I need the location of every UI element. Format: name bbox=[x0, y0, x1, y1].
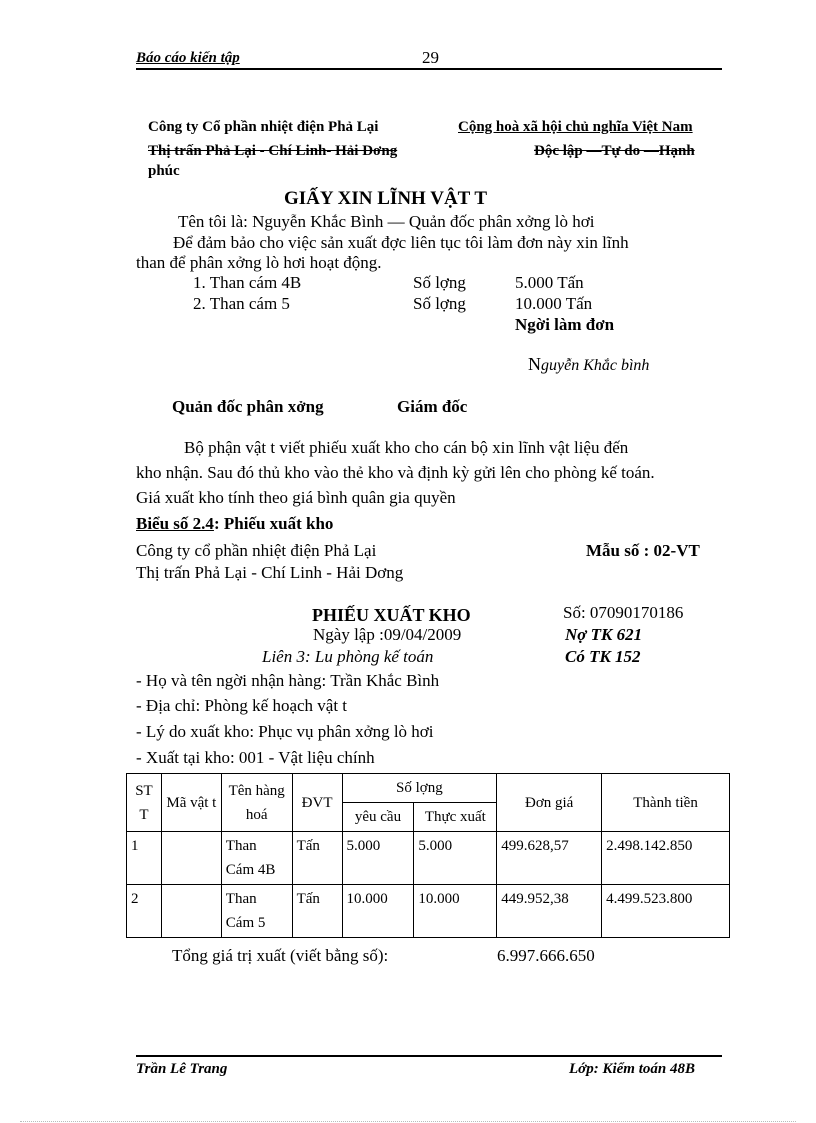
republic-line1: Cộng hoà xã hội chủ nghĩa Việt Nam bbox=[458, 119, 693, 135]
letter-item-2-label: Số lợng bbox=[413, 294, 466, 313]
footer-rule bbox=[136, 1055, 722, 1057]
row-qty-actual: 5.000 bbox=[414, 832, 497, 885]
body-line3: Giá xuất kho tính theo giá bình quân gia quyền bbox=[136, 488, 456, 507]
applicant-label: Ngời làm đơn bbox=[515, 315, 615, 334]
row-code bbox=[161, 885, 221, 938]
row-name: Than Cám 4B bbox=[221, 832, 292, 885]
applicant-signature bbox=[528, 354, 649, 375]
header-qty-actual: Thực xuất bbox=[414, 803, 497, 832]
form-heading-rest: : Phiếu xuất kho bbox=[213, 514, 334, 533]
row-qty-req: 10.000 bbox=[342, 885, 414, 938]
header-stt: ST T bbox=[127, 774, 162, 832]
table-header-row bbox=[127, 774, 730, 803]
row-name: Than Cám 5 bbox=[221, 885, 292, 938]
voucher-credit: Có TK 152 bbox=[565, 647, 641, 666]
letter-item-1-name: 1. Than cám 4B bbox=[193, 273, 302, 292]
voucher-warehouse: - Xuất tại kho: 001 - Vật liệu chính bbox=[136, 748, 375, 767]
letter-company-line2: Thị trấn Phả Lại - Chí Linh- Hải Dơng bbox=[148, 143, 398, 159]
table-row bbox=[127, 832, 730, 885]
voucher-copy: Liên 3: Lu phòng kế toán bbox=[262, 647, 434, 666]
row-stt: 2 bbox=[127, 885, 162, 938]
form-heading bbox=[136, 514, 333, 534]
voucher-company-line2: Thị trấn Phả Lại - Chí Linh - Hải Dơng bbox=[136, 563, 404, 582]
body-line2: kho nhận. Sau đó thủ kho vào thẻ kho và định kỳ gửi lên cho phòng kế toán. bbox=[136, 463, 655, 482]
row-price: 499.628,57 bbox=[497, 832, 602, 885]
voucher-debit: Nợ TK 621 bbox=[565, 625, 643, 644]
row-qty-actual: 10.000 bbox=[414, 885, 497, 938]
header-rule bbox=[136, 68, 722, 70]
republic-line2: Độc lập —Tự do —Hạnh bbox=[534, 143, 695, 159]
signature-initial: N bbox=[528, 354, 541, 374]
voucher-receiver: - Họ và tên ngời nhận hàng: Trần Khắc Bình bbox=[136, 671, 440, 690]
letter-item-2-name: 2. Than cám 5 bbox=[193, 294, 290, 313]
signature-rest: guyễn Khắc bình bbox=[541, 357, 650, 374]
header-amount: Thành tiền bbox=[602, 774, 730, 832]
letter-item-2-qty: 10.000 Tấn bbox=[515, 294, 593, 313]
sign-director: Giám đốc bbox=[397, 397, 468, 416]
page-edge bbox=[20, 1121, 796, 1122]
voucher-reason: - Lý do xuất kho: Phục vụ phân xởng lò hơi bbox=[136, 722, 434, 741]
voucher-date: Ngày lập :09/04/2009 bbox=[313, 625, 462, 644]
header-code: Mã vật t bbox=[161, 774, 221, 832]
row-price: 449.952,38 bbox=[497, 885, 602, 938]
footer-class: Lớp: Kiểm toán 48B bbox=[569, 1061, 695, 1077]
total-value: 6.997.666.650 bbox=[497, 946, 595, 965]
letter-company-line1: Công ty Cổ phần nhiệt điện Phả Lại bbox=[148, 119, 379, 135]
issue-table bbox=[126, 773, 730, 938]
letter-intro: Tên tôi là: Nguyễn Khắc Bình — Quản đốc phân xởng lò hơi bbox=[178, 212, 595, 231]
row-amount: 4.499.523.800 bbox=[602, 885, 730, 938]
voucher-form-code: Mẫu số : 02-VT bbox=[586, 541, 700, 560]
voucher-address: - Địa chỉ: Phòng kế hoạch vật t bbox=[136, 696, 348, 715]
total-label: Tổng giá trị xuất (viết bằng số): bbox=[172, 946, 389, 965]
letter-purpose-line1: Để đảm bảo cho việc sản xuất đợc liên tục tôi làm đơn này xin lĩnh bbox=[173, 233, 629, 252]
header-title: Báo cáo kiến tập bbox=[136, 50, 240, 66]
row-stt: 1 bbox=[127, 832, 162, 885]
sign-manager: Quản đốc phân xởng bbox=[172, 397, 324, 416]
letter-title: GIẤY XIN LĨNH VẬT T bbox=[284, 188, 488, 209]
letter-purpose-line2: than để phân xởng lò hơi hoạt động. bbox=[136, 253, 382, 272]
row-code bbox=[161, 832, 221, 885]
table-row bbox=[127, 885, 730, 938]
row-qty-req: 5.000 bbox=[342, 832, 414, 885]
voucher-title: PHIẾU XUẤT KHO bbox=[312, 605, 471, 625]
header-qty-req: yêu cầu bbox=[342, 803, 414, 832]
voucher-number: Số: 07090170186 bbox=[563, 603, 684, 622]
header-qty-group: Số lợng bbox=[342, 774, 497, 803]
letter-item-1-label: Số lợng bbox=[413, 273, 466, 292]
form-heading-label: Biểu số 2.4 bbox=[136, 514, 214, 533]
body-line1: Bộ phận vật t viết phiếu xuất kho cho cán bộ xin lĩnh vật liệu đến bbox=[184, 438, 629, 457]
header-name: Tên hàng hoá bbox=[221, 774, 292, 832]
footer-author: Trần Lê Trang bbox=[136, 1061, 228, 1077]
row-unit: Tấn bbox=[292, 885, 342, 938]
letter-company-line2-tail: phúc bbox=[148, 163, 180, 179]
voucher-company-line1: Công ty cổ phần nhiệt điện Phả Lại bbox=[136, 541, 377, 560]
row-amount: 2.498.142.850 bbox=[602, 832, 730, 885]
header-unit: ĐVT bbox=[292, 774, 342, 832]
row-unit: Tấn bbox=[292, 832, 342, 885]
page-number: 29 bbox=[422, 48, 439, 67]
header-price: Đơn giá bbox=[497, 774, 602, 832]
letter-item-1-qty: 5.000 Tấn bbox=[515, 273, 584, 292]
